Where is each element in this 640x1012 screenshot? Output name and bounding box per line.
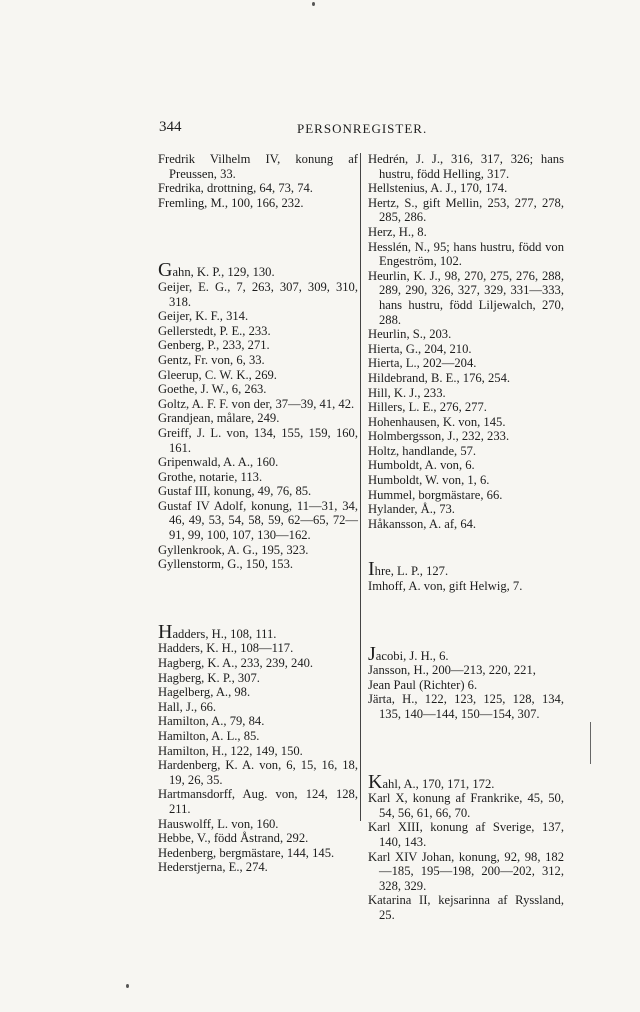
index-entry (158, 846, 358, 861)
index-entry (158, 671, 358, 686)
index-entry-text: Hagberg, K. A., 233, 239, 240. (158, 656, 314, 671)
index-entry-text: Håkansson, A. af, 64. (368, 516, 477, 531)
index-entry-text: Karl XIII, konung af Sverige, 137, 140, 143. (368, 820, 564, 849)
index-entry (158, 353, 358, 368)
index-entry (368, 663, 564, 678)
section-initial: K (368, 770, 383, 793)
index-entry (368, 415, 564, 430)
index-entry (158, 368, 358, 383)
index-entry-text: Herz, H., 8. (368, 224, 427, 239)
section-initial: I (368, 558, 375, 581)
index-entry-text: Grothe, notarie, 113. (158, 469, 263, 484)
index-entry (158, 411, 358, 426)
index-entry (368, 502, 564, 517)
section-initial: J (368, 642, 376, 665)
index-entry-text: Gellerstedt, P. E., 233. (158, 323, 271, 338)
index-entry-text: Hauswolff, L. von, 160. (158, 816, 279, 831)
index-column-left (158, 152, 358, 875)
index-entry-text: Jansson, H., 200—213, 220, 221, (368, 663, 536, 678)
index-entry (158, 455, 358, 470)
index-entry-text: Hertz, S., gift Mellin, 253, 277, 278, 285, 286. (368, 195, 564, 225)
index-entry (368, 473, 564, 488)
index-entry (368, 579, 564, 594)
section-gap (158, 572, 358, 625)
index-entry-text: Hebbe, V., född Åstrand, 292. (158, 831, 309, 846)
index-entry (368, 327, 564, 342)
index-entry (368, 678, 564, 693)
index-entry (158, 656, 358, 671)
index-entry (158, 685, 358, 700)
index-entry-text: Hummel, borgmästare, 66. (368, 487, 503, 502)
index-entry (368, 893, 564, 922)
index-entry-text: Holtz, handlande, 57. (368, 443, 477, 458)
index-entry-text: Fremling, M., 100, 166, 232. (158, 195, 304, 210)
index-entry-text: Gentz, Fr. von, 6, 33. (158, 352, 265, 367)
index-entry-text: Hagberg, K. P., 307. (158, 670, 260, 685)
index-entry-text: Humboldt, A. von, 6. (368, 458, 475, 473)
index-entry (368, 458, 564, 473)
index-entry (368, 850, 564, 894)
index-entry-text: Hamilton, A., 79, 84. (158, 714, 265, 729)
index-entry-text: Hylander, Å., 73. (368, 502, 455, 517)
index-entry (368, 269, 564, 327)
index-entry (368, 342, 564, 357)
index-entry-text: Gyllenkrook, A. G., 195, 323. (158, 542, 309, 557)
section-initial: H (158, 620, 173, 643)
section-gap (368, 531, 564, 562)
index-entry (368, 356, 564, 371)
index-entry (368, 692, 564, 721)
index-entry-text: Hellstenius, A. J., 170, 174. (368, 181, 508, 196)
index-entry (158, 397, 358, 412)
index-entry (158, 860, 358, 875)
ink-speck (126, 984, 129, 988)
index-entry (368, 225, 564, 240)
index-entry-text: Hesslén, N., 95; hans hustru, född von Engeström, 102. (368, 239, 564, 269)
index-entry (158, 338, 358, 353)
page-number: 344 (159, 119, 182, 135)
index-entry (158, 831, 358, 846)
section-gap (158, 210, 358, 263)
index-entry-text: Hierta, G., 204, 210. (368, 341, 472, 356)
index-entry (368, 196, 564, 225)
index-entry-text: Holmbergsson, J., 232, 233. (368, 429, 510, 444)
index-entry (158, 382, 358, 397)
index-entry (158, 543, 358, 558)
index-entry (368, 429, 564, 444)
index-entry-text: acobi, J. H., 6. (375, 648, 449, 663)
index-entry-text: Hederstjerna, E., 274. (158, 860, 268, 875)
index-entry (158, 499, 358, 543)
index-entry-text: Hill, K. J., 233. (368, 385, 446, 400)
index-entry-text: Hartmansdorff, Aug. von, 124, 128, 211. (158, 787, 358, 816)
index-entry (368, 181, 564, 196)
section-gap (368, 722, 564, 775)
index-entry-text: Hamilton, H., 122, 149, 150. (158, 743, 303, 758)
index-entry (368, 240, 564, 269)
index-entry (368, 558, 564, 581)
index-entry (158, 700, 358, 715)
index-entry (368, 488, 564, 503)
index-entry-text: adders, H., 108, 111. (172, 626, 277, 641)
index-entry (158, 152, 358, 181)
index-entry (158, 470, 358, 485)
index-entry (158, 787, 358, 816)
index-entry (158, 259, 358, 282)
index-entry-text: Fredrik Vilhelm IV, konung af Preussen, 33. (158, 152, 358, 181)
index-entry-text: Hedrén, J. J., 316, 317, 326; hans hustru, född Helling, 317. (368, 152, 564, 181)
index-entry (158, 620, 358, 643)
index-entry-text: Hall, J., 66. (158, 699, 217, 714)
index-entry (158, 196, 358, 211)
index-entry (158, 744, 358, 759)
index-entry-text: Fredrika, drottning, 64, 73, 74. (158, 181, 313, 196)
index-entry (158, 729, 358, 744)
column-divider (360, 153, 361, 821)
index-entry-text: Imhoff, A. von, gift Helwig, 7. (368, 579, 523, 594)
index-entry (158, 181, 358, 196)
index-entry (368, 820, 564, 849)
index-entry (368, 770, 564, 793)
index-entry-text: Goltz, A. F. F. von der, 37—39, 41, 42. (158, 396, 355, 411)
index-column-right (368, 152, 564, 923)
index-entry-text: ahn, K. P., 129, 130. (172, 265, 275, 280)
index-entry (158, 426, 358, 455)
index-entry (368, 386, 564, 401)
index-entry (158, 309, 358, 324)
index-entry-text: Hierta, L., 202—204. (368, 356, 477, 371)
index-entry (158, 758, 358, 787)
index-entry (158, 324, 358, 339)
index-entry (158, 714, 358, 729)
index-entry (158, 557, 358, 572)
index-entry-text: hre, L. P., 127. (374, 564, 449, 579)
index-entry-text: Hardenberg, K. A. von, 6, 15, 16, 18, 19, 26, 35. (158, 758, 358, 787)
index-entry-text: Geijer, K. F., 314. (158, 309, 249, 324)
index-entry-text: Katarina II, kejsarinna af Ryssland, 25. (368, 893, 564, 922)
index-entry-text: Heurlin, K. J., 98, 270, 275, 276, 288, 289, 290, 326, 327, 329, 331—333, hans hustru, född Liljewalch, 270, 288. (368, 268, 564, 327)
index-entry (158, 484, 358, 499)
index-entry-text: ahl, A., 170, 171, 172. (382, 776, 495, 791)
index-entry (368, 444, 564, 459)
index-entry (368, 371, 564, 386)
index-entry-text: Gyllenstorm, G., 150, 153. (158, 557, 294, 572)
ink-speck (312, 2, 315, 6)
section-initial: G (158, 259, 173, 282)
index-entry-text: Greiff, J. L. von, 134, 155, 159, 160, 161. (158, 425, 358, 455)
index-entry-text: Humboldt, W. von, 1, 6. (368, 473, 490, 488)
index-entry-text: Goethe, J. W., 6, 263. (158, 382, 267, 397)
index-entry-text: Hamilton, A. L., 85. (158, 729, 260, 743)
index-entry-text: Gustaf III, konung, 49, 76, 85. (158, 484, 312, 499)
index-entry-text: Hagelberg, A., 98. (158, 685, 251, 700)
index-entry-text: Hillers, L. E., 276, 277. (368, 400, 487, 415)
index-entry-text: Gleerup, C. W. K., 269. (158, 367, 277, 382)
section-gap (368, 594, 564, 647)
index-entry-text: Heurlin, S., 203. (368, 327, 452, 342)
index-entry-text: Hadders, K. H., 108—117. (158, 641, 294, 656)
index-entry (158, 641, 358, 656)
index-entry-text: Hedenberg, bergmästare, 144, 145. (158, 845, 335, 860)
index-entry (368, 152, 564, 181)
index-entry-text: Gripenwald, A. A., 160. (158, 455, 279, 470)
index-entry-text: Hildebrand, B. E., 176, 254. (368, 370, 511, 385)
index-entry (368, 400, 564, 415)
index-entry-text: Karl XIV Johan, konung, 92, 98, 182—185, 195—198, 200—202, 312, 328, 329. (368, 849, 564, 893)
index-entry (368, 642, 564, 665)
index-entry (368, 517, 564, 532)
index-entry-text: Jean Paul (Richter) 6. (368, 677, 478, 692)
index-entry (158, 817, 358, 832)
index-entry-text: Genberg, P., 233, 271. (158, 338, 270, 353)
index-entry (158, 280, 358, 309)
index-entry-text: Geijer, E. G., 7, 263, 307, 309, 310, 318. (158, 279, 358, 309)
index-entry (368, 791, 564, 820)
index-entry-text: Hohenhausen, K. von, 145. (368, 414, 506, 429)
index-entry-text: Grandjean, målare, 249. (158, 411, 280, 426)
index-entry-text: Gustaf IV Adolf, konung, 11—31, 34, 46, 49, 53, 54, 58, 59, 62—65, 72—91, 99, 100, 107, 130—162. (158, 498, 358, 543)
index-entry-text: Karl X, konung af Frankrike, 45, 50, 54, 56, 61, 66, 70. (368, 791, 564, 820)
index-entry-text: Järta, H., 122, 123, 125, 128, 134, 135, 140—144, 150—154, 307. (368, 692, 564, 721)
margin-mark (590, 722, 591, 764)
running-head: PERSONREGISTER. (297, 121, 428, 136)
